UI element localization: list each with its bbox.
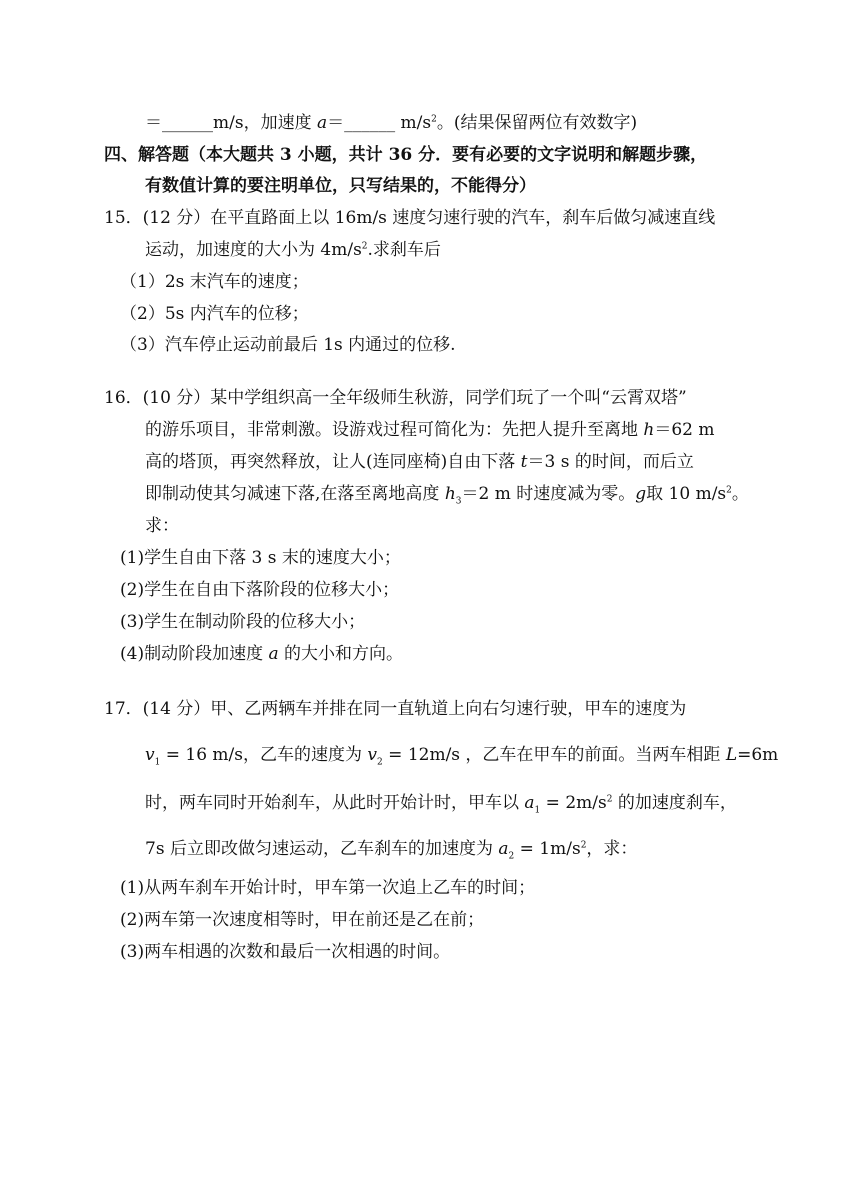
q16-ask: 求：	[145, 516, 179, 536]
exponent: 2	[431, 114, 437, 125]
q17-stem-line2	[145, 744, 778, 766]
q16-part-4-text: (4)制动阶段加速度	[120, 644, 269, 664]
q16-text: ＝3 s 的时间，而后立	[527, 452, 694, 472]
q16-stem-line3	[145, 451, 694, 473]
q17-text: = 2m/s	[540, 793, 607, 813]
acceleration-symbol: a	[498, 839, 509, 859]
exponent: 2	[361, 241, 368, 252]
q15-part-2: （2）5s 内汽车的位移；	[120, 304, 309, 324]
acceleration-symbol: a	[268, 644, 279, 664]
section-heading: 四、解答题（本大题共 3 小题，共计 36 分．要有必要的文字说明和解题步骤，	[104, 145, 708, 165]
q16-part-4	[120, 643, 403, 665]
q17-text: = 1m/s	[514, 839, 581, 859]
q15-part-1: （1）2s 末汽车的速度；	[120, 272, 309, 292]
q17-part-2: (2)两车第一次速度相等时，甲在前还是乙在前；	[120, 910, 485, 930]
acceleration-symbol: a	[316, 113, 328, 133]
precision-note: 。(结果保留两位有效数字)	[436, 113, 638, 133]
exponent: 2	[606, 794, 613, 805]
subscript: 1	[154, 757, 161, 768]
q17-text: = 16 m/s，乙车的速度为	[160, 745, 368, 765]
q17-part-1: (1)从两车刹车开始计时，甲车第一次追上乙车的时间；	[120, 878, 536, 898]
q16-part-4-tail: 的大小和方向。	[278, 644, 404, 664]
subscript: 3	[455, 496, 462, 507]
q15-stem-tail: .求刹车后	[367, 240, 441, 260]
height-symbol: h	[444, 484, 456, 504]
q17-text: 的加速度刹车，	[612, 793, 737, 813]
acceleration-blank-text: ＝______ m/s	[327, 113, 432, 133]
q16-text: 取 10 m/s	[646, 484, 727, 504]
section-heading-cont: 有数值计算的要注明单位，只写结果的，不能得分）	[145, 176, 536, 196]
q17-part-3: (3)两车相遇的次数和最后一次相遇的时间。	[120, 942, 451, 962]
velocity-symbol: v	[367, 745, 378, 765]
exponent: 2	[726, 485, 732, 496]
height-symbol: h	[643, 420, 655, 440]
q17-text: =6m	[737, 745, 779, 765]
q15-stem-text: 运动，加速度的大小为 4m/s	[145, 240, 362, 260]
q16-text: ＝62 m	[654, 420, 715, 440]
q15-stem: 15．(12 分）在平直路面上以 16m/s 速度匀速行驶的汽车，刹车后做匀减速直线	[104, 208, 716, 228]
q16-text: ＝2 m 时速度减为零。	[461, 484, 636, 504]
q16-text: 高的塔顶，再突然释放，让人(连同座椅)自由下落	[145, 452, 521, 472]
answer-blank-line	[145, 112, 637, 134]
q17-text: 时，两车同时开始刹车，从此时开始计时，甲车以	[145, 793, 525, 813]
q16-text: 的游乐项目，非常刺激。设游戏过程可简化为：先把人提升至离地	[145, 420, 644, 440]
exponent: 2	[580, 840, 587, 851]
q16-text: 即制动使其匀减速下落,在落至离地高度	[145, 484, 445, 504]
q16-stem-line4	[145, 483, 749, 505]
q16-text: 。	[731, 484, 749, 504]
q17-stem: 17．(14 分）甲、乙两辆车并排在同一直轨道上向右匀速行驶，甲车的速度为	[104, 699, 687, 719]
q17-stem-line4	[145, 838, 637, 860]
q17-stem-line3	[145, 792, 737, 814]
q17-text: = 12m/s ，乙车在甲车的前面。当两车相距	[382, 745, 726, 765]
subscript: 2	[377, 757, 383, 768]
q15-part-3: （3）汽车停止运动前最后 1s 内通过的位移.	[120, 335, 456, 355]
subscript: 2	[508, 851, 515, 862]
acceleration-symbol: a	[524, 793, 535, 813]
time-symbol: t	[520, 452, 528, 472]
q17-text: 7s 后立即改做匀速运动，乙车刹车的加速度为	[145, 839, 499, 859]
q16-part-2: (2)学生在自由下落阶段的位移大小；	[120, 580, 400, 600]
velocity-symbol: v	[145, 745, 155, 765]
q16-part-3: (3)学生在制动阶段的位移大小；	[120, 612, 366, 632]
q17-text: ，求：	[586, 839, 638, 859]
q15-stem-cont	[145, 239, 441, 261]
subscript: 1	[534, 805, 541, 816]
distance-symbol: L	[725, 745, 738, 765]
gravity-symbol: g	[635, 484, 647, 504]
q16-part-1: (1)学生自由下落 3 s 末的速度大小；	[120, 548, 401, 568]
velocity-blank-text: ＝______m/s，加速度	[145, 113, 317, 133]
q16-stem: 16．(10 分）某中学组织高一全年级师生秋游，同学们玩了一个叫“云霄双塔”	[104, 388, 687, 408]
q16-stem-line2	[145, 419, 715, 441]
